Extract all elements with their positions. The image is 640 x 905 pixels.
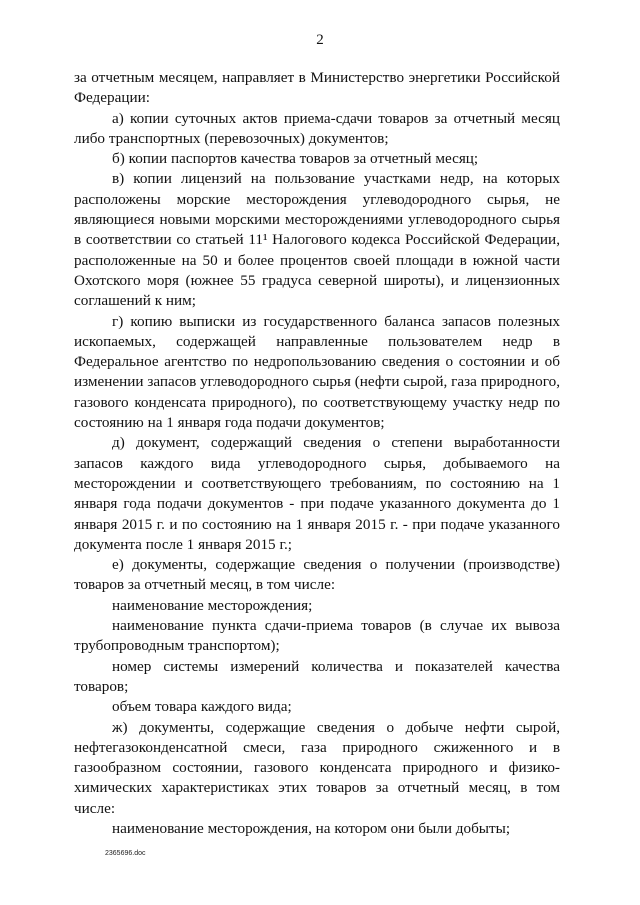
paragraph-e: е) документы, содержащие сведения о получении (производстве) товаров за отчетный месяц, в том числе:: [74, 556, 560, 594]
list-item: наименование месторождения;: [112, 596, 313, 614]
paragraph-zh: ж) документы, содержащие сведения о добыче нефти сырой, нефтегазоконденсатной смеси, газа природного сжиженного и в газообразном состоянии, газового конденсата природного и физико-химических характеристиках этих товаров за отчетный месяц, в том числе:: [74, 718, 560, 817]
page-number: 2: [316, 32, 324, 48]
paragraph-d: д) документ, содержащий сведения о степени выработанности запасов каждого вида углеводородного сырья, добываемого на месторождении и соответствующего требованиям, по состоянию на 1 января года подачи документов - при подаче указанного документа до 1 января 2015 г. и по состоянию на 1 января 2015 г. - при подаче указанного документа после 1 января 2015 г.;: [74, 434, 560, 553]
list-item: наименование месторождения, на котором они были добыты;: [112, 819, 511, 837]
document-file-code: 2365696.doc: [105, 850, 146, 857]
list-item: объем товара каждого вида;: [112, 698, 292, 716]
paragraph-v: в) копии лицензий на пользование участками недр, на которых расположены морские месторождения углеводородного сырья, не являющиеся новыми морскими месторождениями углеводородного сырья в соответствии со статьей 11¹ Налогового кодекса Российской Федерации, расположенные на 50 и более процентов своей площади в южной части Охотского моря (южнее 55 градуса северной широты), и лицензионных соглашений к ним;: [74, 170, 560, 310]
list-item: наименование пункта сдачи-приема товаров (в случае их вывоза трубопроводным транспортом);: [74, 617, 560, 655]
list-item: номер системы измерений количества и показателей качества товаров;: [74, 657, 560, 695]
document-body: [74, 68, 560, 839]
paragraph-g: г) копию выписки из государственного баланса запасов полезных ископаемых, содержащей направленные пользователем недр в Федеральное агентство по недропользованию сведения о состоянии и об изменении запасов углеводородного сырья (нефти сырой, газа природного, газового конденсата природного), по соответствующему участку недр по состоянию на 1 января года подачи документов;: [74, 312, 560, 432]
paragraph-b: б) копии паспортов качества товаров за отчетный месяц;: [112, 150, 479, 168]
paragraph-intro: за отчетным месяцем, направляет в Министерство энергетики Российской Федерации:: [74, 69, 560, 107]
paragraph-a: а) копии суточных актов приема-сдачи товаров за отчетный месяц либо транспортных (перевозочных) документов;: [74, 109, 560, 147]
